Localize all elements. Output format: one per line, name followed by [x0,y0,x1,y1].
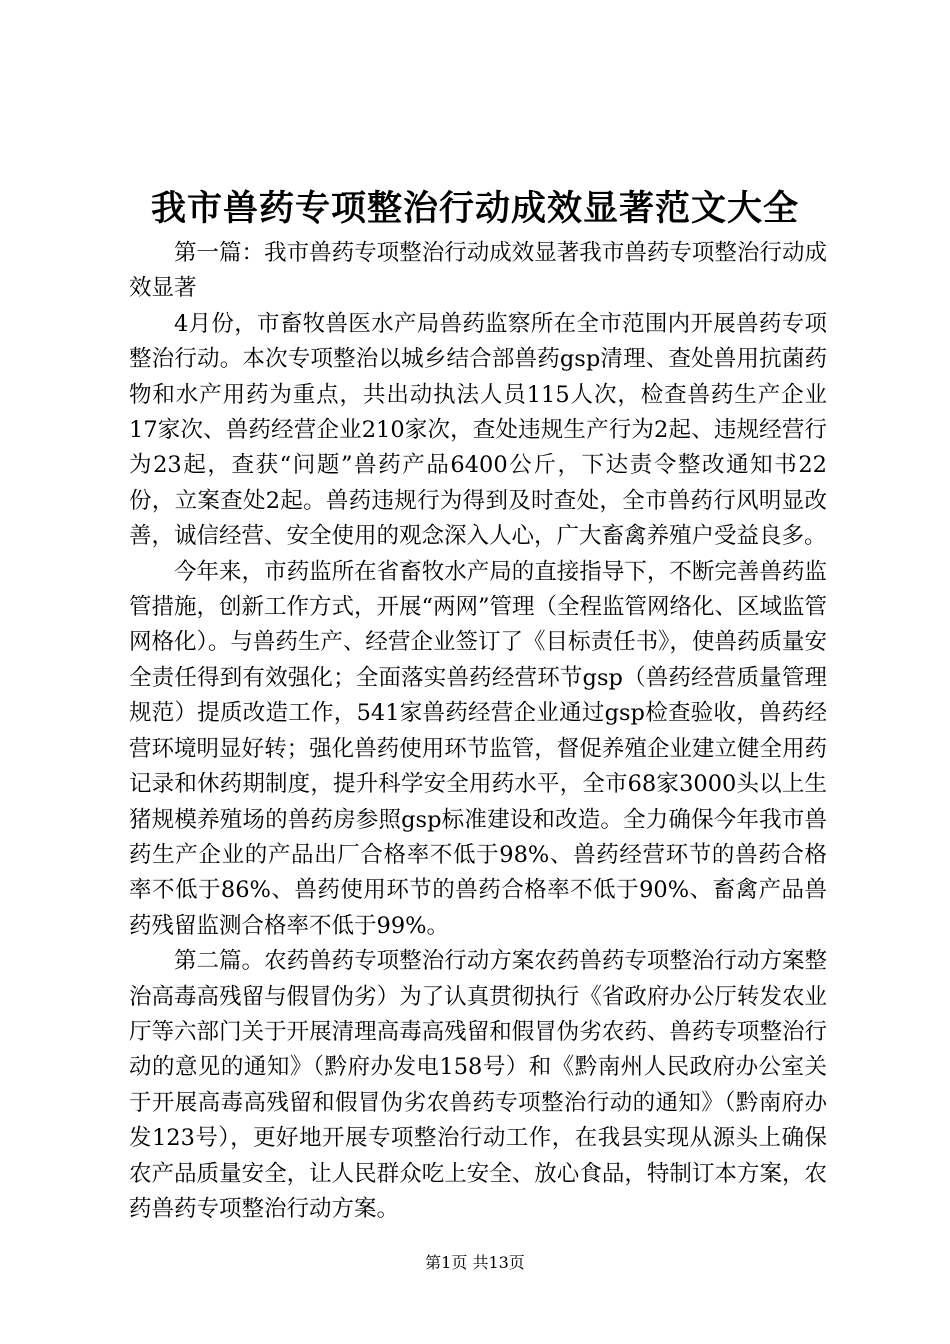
page-footer: 第1页 共13页 [425,1253,525,1272]
document-body [129,236,827,1227]
paragraph-4: 第二篇。农药兽药专项整治行动方案农药兽药专项整治行动方案整治高毒高残留与假冒伪劣）为了认真贯彻执行《省政府办公厅转发农业厅等六部门关于开展清理高毒高残留和假冒伪劣农药、兽药专项整治行动的意见的通知》（黔府办发电158号）和《黔南州人民政府办公室关于开展高毒高残留和假冒伪劣农兽药专项整治行动的通知》（黔南府办发123号），更好地开展专项整治行动工作，在我县实现从源头上确保农产品质量安全，让人民群众吃上安全、放心食品，特制订本方案，农药兽药专项整治行动方案。 [129,948,827,1222]
paragraph-2: 4月份，市畜牧兽医水产局兽药监察所在全市范围内开展兽药专项整治行动。本次专项整治以城乡结合部兽药gsp清理、查处兽用抗菌药物和水产用药为重点，共出动执法人员115人次，检查兽药生产企业17家次、兽药经营企业210家次，查处违规生产行为2起、违规经营行为23起，查获“问题”兽药产品6400公斤，下达责令整改通知书22份，立案查处2起。兽药违规行为得到及时查处，全市兽药行风明显改善，诚信经营、安全使用的观念深入人心，广大畜禽养殖户受益良多。 [129,310,827,550]
page-title: 我市兽药专项整治行动成效显著范文大全 [150,188,799,229]
paragraph-1: 第一篇：我市兽药专项整治行动成效显著我市兽药专项整治行动成效显著 [129,240,827,302]
paragraph-3: 今年来，市药监所在省畜牧水产局的直接指导下，不断完善兽药监管措施，创新工作方式，开展“两网”管理（全程监管网络化、区域监管网格化）。与兽药生产、经营企业签订了《目标责任书》，使兽药质量安全责任得到有效强化；全面落实兽药经营环节gsp（兽药经营质量管理规范）提质改造工作，541家兽药经营企业通过gsp检查验收，兽药经营环境明显好转；强化兽药使用环节监管，督促养殖企业建立健全用药记录和休药期制度，提升科学安全用药水平，全市68家3000头以上生猪规模养殖场的兽药房参照gsp标准建设和改造。全力确保今年我市兽药生产企业的产品出厂合格率不低于98%、兽药经营环节的兽药合格率不低于86%、兽药使用环节的兽药合格率不低于90%、畜禽产品兽药残留监测合格率不低于99%。 [129,558,828,939]
